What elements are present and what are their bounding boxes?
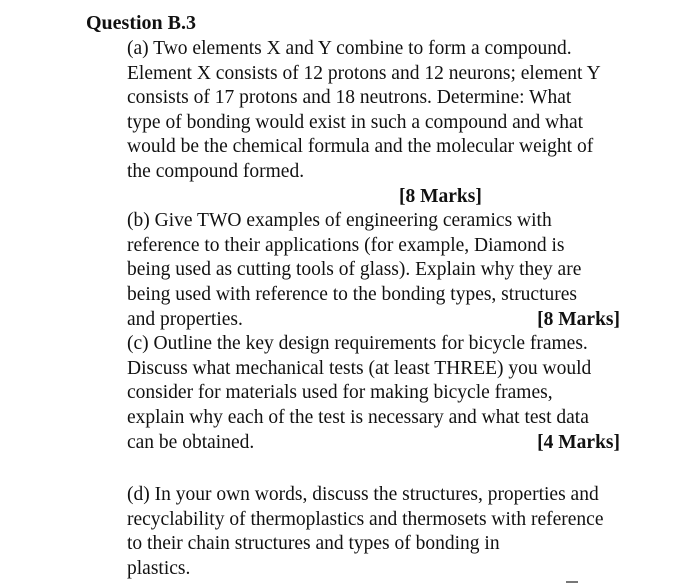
part-c-line-1: (c) Outline the key design requirements for bicycle frames. <box>127 333 588 355</box>
part-a-marks: [8 Marks] <box>399 185 482 207</box>
part-c-marks: [4 Marks] <box>537 431 620 453</box>
part-c-line-2: Discuss what mechanical tests (at least THREE) you would <box>127 357 592 379</box>
part-b-line-3: being used as cutting tools of glass). Explain why they are <box>127 259 582 281</box>
part-b-line-5: and properties. <box>127 308 243 330</box>
part-c-line-3: consider for materials used for making bicycle frames, <box>127 382 553 404</box>
part-d-line-2: recyclability of thermoplastics and thermosets with reference <box>127 508 604 530</box>
question-body-abc <box>127 37 657 455</box>
question-body-d <box>127 483 657 581</box>
part-b-line-4: being used with reference to the bonding types, structures <box>127 283 577 305</box>
part-b-line-1: (b) Give TWO examples of engineering ceramics with <box>127 210 552 232</box>
part-c-last-line <box>127 431 620 456</box>
part-d-line-3: to their chain structures and types of bonding in <box>127 533 500 555</box>
part-b-line-2: reference to their applications (for example, Diamond is <box>127 234 565 256</box>
part-a-line-3: consists of 17 protons and 18 neutrons. Determine: What <box>127 87 572 109</box>
part-a-line-4: type of bonding would exist in such a compound and what <box>127 111 584 133</box>
part-d-line-4: plastics. <box>127 557 191 579</box>
part-b-marks: [8 Marks] <box>537 308 620 330</box>
question-title: Question B.3 <box>86 12 197 34</box>
part-c-line-5: can be obtained. <box>127 431 255 453</box>
part-a-line-2: Element X consists of 12 protons and 12 neurons; element Y <box>127 62 601 84</box>
part-b-last-line <box>127 308 620 333</box>
part-a-line-5: would be the chemical formula and the molecular weight of <box>127 136 594 158</box>
part-a-line-6: the compound formed. <box>127 160 305 182</box>
part-c-line-4: explain why each of the test is necessary and what test data <box>127 406 589 428</box>
part-d-line-1: (d) In your own words, discuss the structures, properties and <box>127 484 599 505</box>
page-corner-mark <box>566 581 578 583</box>
part-a-line-1: (a) Two elements X and Y combine to form a compound. <box>127 38 572 59</box>
